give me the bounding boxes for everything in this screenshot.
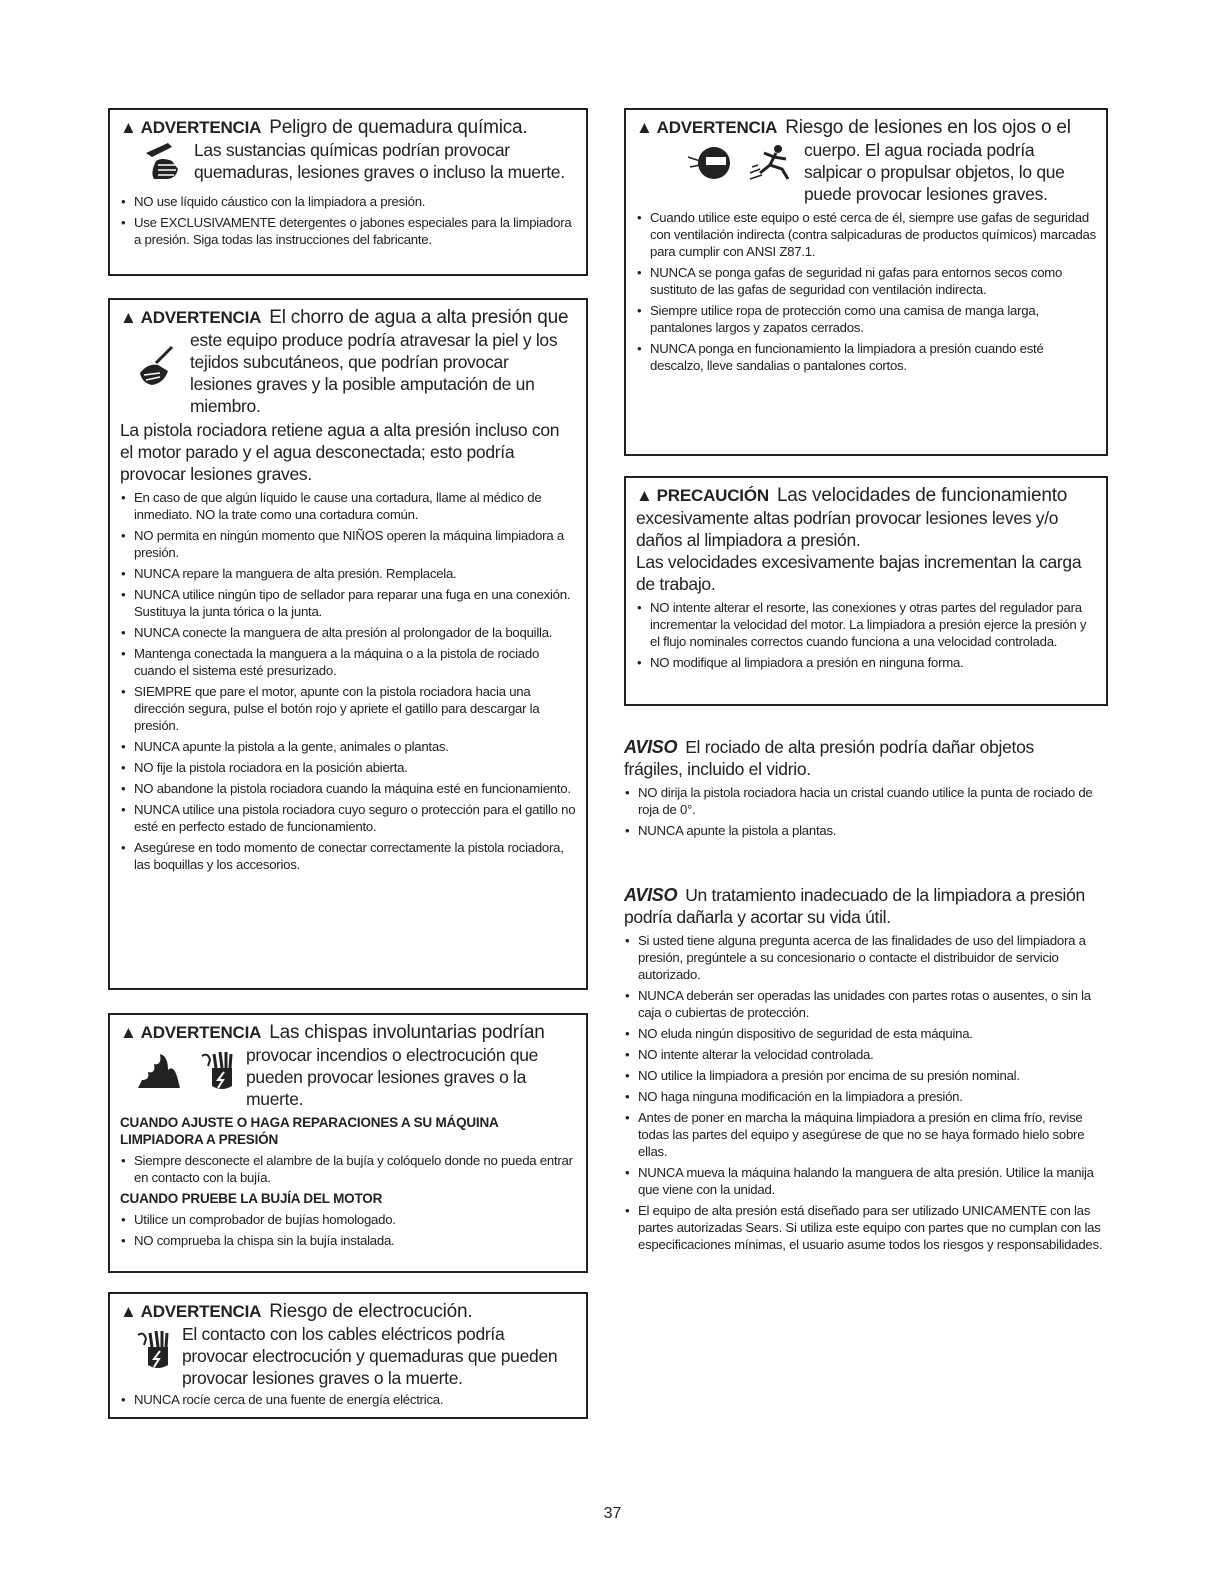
subheading: CUANDO AJUSTE O HAGA REPARACIONES A SU MÁQUINA LIMPIADORA A PRESIÓN <box>120 1115 499 1147</box>
signal-word: AVISO <box>624 885 678 905</box>
signal-word: AVISO <box>624 737 678 757</box>
list-item: • NO dirija la pistola rociadora hacia un cristal cuando utilice la punta de rociado de roja de 0°. <box>624 784 1094 818</box>
list-item: • NO modifique al limpiadora a presión en ninguna forma. <box>636 654 1096 671</box>
signal-word: ▲ ADVERTENCIA <box>120 118 262 137</box>
warning-triangle-icon: ▲ <box>120 308 137 327</box>
list-item: • NO eluda ningún dispositivo de seguridad de esta máquina. <box>624 1025 1108 1042</box>
list-item: • NUNCA utilice una pistola rociadora cuyo seguro o protección para el gatillo no esté en perfecto estado de funcionamiento. <box>120 801 576 835</box>
warning-text: cuerpo. El agua rociada podría salpicar o propulsar objetos, lo que puede provocar lesiones graves. <box>804 140 1065 204</box>
warning-box-sparks <box>108 1013 588 1273</box>
warning-text: El contacto con los cables eléctricos podría provocar electrocución y quemaduras que pueden provocar lesiones graves o la muerte. <box>182 1324 558 1388</box>
list-item: • Utilice un comprobador de bujías homologado. <box>120 1211 576 1228</box>
notice-improper-treatment <box>624 884 1108 1257</box>
signal-word: ▲ PRECAUCIÓN <box>636 486 769 505</box>
warning-text: provocar incendios o electrocución que pueden provocar lesiones graves o la muerte. <box>246 1045 539 1109</box>
bullet-list <box>120 1152 576 1186</box>
fire-icon <box>134 1050 184 1090</box>
warning-text: este equipo produce podría atravesar la piel y los tejidos subcutáneos, que podrían provocar lesiones graves y la posible amputación de un miembro. <box>190 330 558 416</box>
subheading: CUANDO PRUEBE LA BUJÍA DEL MOTOR <box>120 1191 383 1206</box>
warning-triangle-icon: ▲ <box>636 486 653 505</box>
notice-text: El rociado de alta presión podría dañar objetos frágiles, incluido el vidrio. <box>624 737 1034 779</box>
warning-triangle-icon: ▲ <box>120 1302 137 1321</box>
warning-headline: Riesgo de electrocución. <box>269 1301 473 1322</box>
list-item: • El equipo de alta presión está diseñado para ser utilizado UNICAMENTE con las partes autorizadas Sears. Si utiliza este equipo con partes que no cumplan con las especificaciones mínimas, el usuario asume todos los riesgos y responsabilidades. <box>624 1202 1108 1253</box>
notice-fragile-objects <box>624 736 1094 843</box>
list-item: • Use EXCLUSIVAMENTE detergentes o jabones especiales para la limpiadora a presión. Siga todas las instrucciones del fabricante. <box>120 214 576 248</box>
list-item: • NUNCA rocíe cerca de una fuente de energía eléctrica. <box>120 1391 576 1408</box>
list-item: • NUNCA apunte la pistola a plantas. <box>624 822 1094 839</box>
list-item: • NO haga ninguna modificación en la limpiadora a presión. <box>624 1088 1108 1105</box>
bullet-list <box>120 489 576 873</box>
signal-word: ▲ ADVERTENCIA <box>120 308 262 327</box>
warning-headline: El chorro de agua a alta presión que <box>269 307 569 328</box>
list-item: • Siempre utilice ropa de protección como una camisa de manga larga, pantalones largos y zapatos cerrados. <box>636 302 1096 336</box>
warning-box-electrocution <box>108 1292 588 1419</box>
signal-word: ▲ ADVERTENCIA <box>636 118 778 137</box>
bullet-list <box>120 193 576 248</box>
list-item: • NUNCA se ponga gafas de seguridad ni gafas para entornos secos como sustituto de las gafas de seguridad con ventilación indirecta. <box>636 264 1096 298</box>
warning-box-chemical-burn <box>108 108 588 276</box>
warning-text: excesivamente altas podrían provocar lesiones leves y/o daños al limpiadora a presión. <box>636 508 1059 550</box>
warning-headline: Peligro de quemadura química. <box>269 117 528 138</box>
list-item: • SIEMPRE que pare el motor, apunte con la pistola rociadora hacia una dirección segura, pulse el botón rojo y apriete el gatillo para descargar la presión. <box>120 683 576 734</box>
warning-triangle-icon: ▲ <box>120 1023 137 1042</box>
signal-word: ▲ ADVERTENCIA <box>120 1023 262 1042</box>
warning-box-injection <box>108 298 588 990</box>
bullet-list <box>624 784 1094 839</box>
list-item: • En caso de que algún líquido le cause una cortadura, llame al médico de inmediato. NO la trate como una cortadura común. <box>120 489 576 523</box>
list-item: • Cuando utilice este equipo o esté cerca de él, siempre use gafas de seguridad con ventilación indirecta (contra salpicaduras de productos químicos) marcadas para cumplir con ANSI Z87.1. <box>636 209 1096 260</box>
warning-triangle-icon: ▲ <box>636 118 653 137</box>
electrocution-icon <box>134 1329 174 1373</box>
list-item: • Antes de poner en marcha la máquina limpiadora a presión en clima frío, revise todas las partes del equipo y asegúrese de que no se haya formado hielo sobre ellas. <box>624 1109 1108 1160</box>
list-item: • NO use líquido cáustico con la limpiadora a presión. <box>120 193 576 210</box>
list-item: • NUNCA conecte la manguera de alta presión al prolongador de la boquilla. <box>120 624 576 641</box>
list-item: • NUNCA mueva la máquina halando la manguera de alta presión. Utilice la manija que viene con la unidad. <box>624 1164 1108 1198</box>
list-item: • NO permita en ningún momento que NIÑOS operen la máquina limpiadora a presión. <box>120 527 576 561</box>
list-item: • Si usted tiene alguna pregunta acerca de las finalidades de uso del limpiadora a presión, pregúntele a su concesionario o contacte el distribuidor de servicio autorizado. <box>624 932 1108 983</box>
warning-text-2: Las velocidades excesivamente bajas incrementan la carga de trabajo. <box>636 552 1082 594</box>
eye-injury-icon <box>686 143 732 183</box>
bullet-list <box>120 1211 576 1249</box>
warning-headline: Las chispas involuntarias podrían <box>269 1022 545 1043</box>
chemical-burn-icon <box>142 139 186 183</box>
list-item: • NO abandone la pistola rociadora cuando la máquina esté en funcionamiento. <box>120 780 576 797</box>
body-injury-icon <box>748 143 796 183</box>
list-item: • NUNCA ponga en funcionamiento la limpiadora a presión cuando esté descalzo, lleve sandalias o pantalones cortos. <box>636 340 1096 374</box>
list-item: • NUNCA utilice ningún tipo de sellador para reparar una fuga en una conexión. Sustituya la junta tórica o la junta. <box>120 586 576 620</box>
warning-headline: Las velocidades de funcionamiento <box>776 485 1068 506</box>
list-item: • NO utilice la limpiadora a presión por encima de su presión nominal. <box>624 1067 1108 1084</box>
warning-text-2: La pistola rociadora retiene agua a alta presión incluso con el motor parado y el agua desconectada; esto podría provocar lesiones graves. <box>120 420 560 484</box>
list-item: • NUNCA repare la manguera de alta presión. Remplacela. <box>120 565 576 582</box>
electrocution-icon <box>198 1050 238 1094</box>
list-item: • NO comprueba la chispa sin la bujía instalada. <box>120 1232 576 1249</box>
warning-box-eye-injury <box>624 108 1108 456</box>
bullet-list <box>120 1391 576 1408</box>
caution-box-speed <box>624 476 1108 706</box>
list-item: • NUNCA deberán ser operadas las unidades con partes rotas o ausentes, o sin la caja o cubiertas de protección. <box>624 987 1108 1021</box>
warning-text: Las sustancias químicas podrían provocar quemaduras, lesiones graves o incluso la muerte. <box>194 140 565 182</box>
page-number: 37 <box>603 1505 622 1522</box>
list-item: • NO intente alterar el resorte, las conexiones y otras partes del regulador para incrementar la velocidad del motor. La limpiadora a presión ejerce la presión y el flujo nominales correctos cuando funciona a una velocidad controlada. <box>636 599 1096 650</box>
warning-triangle-icon: ▲ <box>120 118 137 137</box>
list-item: • NO intente alterar la velocidad controlada. <box>624 1046 1108 1063</box>
list-item: • NO fije la pistola rociadora en la posición abierta. <box>120 759 576 776</box>
signal-word: ▲ ADVERTENCIA <box>120 1302 262 1321</box>
list-item: • Asegúrese en todo momento de conectar correctamente la pistola rociadora, las boquillas y los accesorios. <box>120 839 576 873</box>
bullet-list <box>636 209 1096 374</box>
bullet-list <box>624 932 1108 1253</box>
list-item: • Mantenga conectada la manguera a la máquina o a la pistola de rociado cuando el sistema esté presurizado. <box>120 645 576 679</box>
warning-headline: Riesgo de lesiones en los ojos o el <box>785 117 1071 138</box>
hand-injection-icon <box>134 343 182 391</box>
bullet-list <box>636 599 1096 671</box>
list-item: • NUNCA apunte la pistola a la gente, animales o plantas. <box>120 738 576 755</box>
list-item: • Siempre desconecte el alambre de la bujía y colóquelo donde no pueda entrar en contacto con la bujía. <box>120 1152 576 1186</box>
notice-text: Un tratamiento inadecuado de la limpiadora a presión podría dañarla y acortar su vida útil. <box>624 885 1085 927</box>
